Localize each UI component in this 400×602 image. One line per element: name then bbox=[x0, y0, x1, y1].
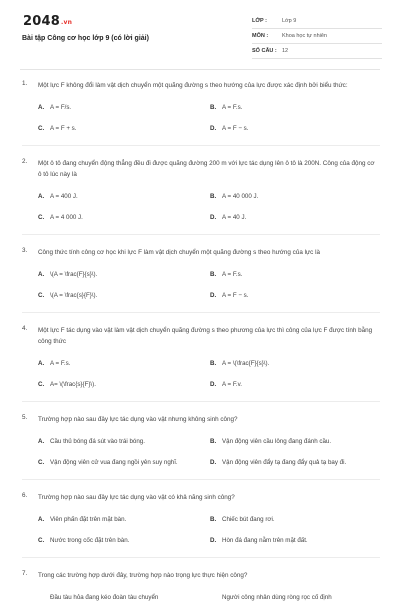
question-divider bbox=[22, 145, 380, 146]
question-3 bbox=[22, 247, 382, 300]
option-a[interactable] bbox=[38, 359, 210, 368]
site-logo[interactable] bbox=[23, 14, 72, 29]
question-1 bbox=[22, 80, 382, 133]
option-key: B. bbox=[210, 360, 217, 367]
option-text: Người công nhân dùng ròng rọc cố định bbox=[222, 594, 332, 601]
document-meta bbox=[252, 14, 382, 59]
answer-options bbox=[38, 437, 382, 467]
option-key: D. bbox=[210, 125, 217, 132]
option-key: D. bbox=[210, 214, 217, 221]
question-divider bbox=[22, 234, 380, 235]
option-d[interactable] bbox=[210, 213, 382, 222]
question-divider bbox=[22, 557, 380, 558]
meta-label: SỐ CÂU : bbox=[252, 48, 277, 54]
option-c[interactable] bbox=[38, 124, 210, 133]
option-a[interactable] bbox=[38, 437, 210, 446]
option-text: Cầu thủ bóng đá sút vào trái bóng. bbox=[50, 438, 145, 445]
option-c[interactable] bbox=[38, 380, 210, 389]
logo-text: 2048 bbox=[23, 14, 60, 29]
option-d[interactable] bbox=[210, 291, 382, 300]
question-text: Một ô tô đang chuyển động thẳng đều đi được quãng đường 200 m với lực tác dụng lên ô tô là 200N. Công của động cơ ô tô lúc này là bbox=[38, 160, 375, 178]
option-c[interactable] bbox=[38, 291, 210, 300]
option-text: Vận động viên cử vua đang ngồi yên suy nghĩ. bbox=[50, 459, 178, 466]
question-divider bbox=[22, 401, 380, 402]
question-list bbox=[0, 80, 400, 602]
option-key: A. bbox=[38, 271, 45, 278]
question-2 bbox=[22, 158, 382, 222]
option-key: A. bbox=[38, 104, 45, 111]
option-text: A = F/s. bbox=[50, 104, 72, 111]
option-c[interactable] bbox=[38, 213, 210, 222]
option-b[interactable] bbox=[210, 359, 382, 368]
answer-options bbox=[38, 515, 382, 545]
option-key: D. bbox=[210, 459, 217, 466]
option-text: Đầu tàu hỏa đang kéo đoàn tàu chuyển bbox=[50, 594, 159, 601]
question-number: 5. bbox=[22, 414, 28, 421]
meta-label: MÔN : bbox=[252, 33, 269, 39]
option-text: Chiếc bút đang rơi. bbox=[222, 516, 275, 523]
option-d[interactable] bbox=[210, 536, 382, 545]
option-key: D. bbox=[210, 537, 217, 544]
option-d[interactable] bbox=[210, 458, 382, 467]
answer-options bbox=[38, 593, 382, 602]
answer-options bbox=[38, 359, 382, 389]
question-divider bbox=[22, 312, 380, 313]
option-b[interactable] bbox=[210, 593, 382, 602]
option-key: B. bbox=[210, 516, 217, 523]
answer-options bbox=[38, 270, 382, 300]
option-text: A = F − s. bbox=[222, 292, 249, 299]
option-text: \(A = \frac{s}{F}\). bbox=[50, 292, 98, 299]
option-text: A = F.s. bbox=[222, 104, 243, 111]
document-title: Bài tập Công cơ học lớp 9 (có lời giải) bbox=[22, 35, 149, 42]
question-7 bbox=[22, 570, 382, 602]
answer-options bbox=[38, 103, 382, 133]
option-key: A. bbox=[38, 193, 45, 200]
option-c[interactable] bbox=[38, 458, 210, 467]
option-text: Hòn đá đang nằm trên mặt đất. bbox=[222, 537, 308, 544]
option-key: A. bbox=[38, 516, 45, 523]
option-text: A = F + s. bbox=[50, 125, 77, 132]
option-key: D. bbox=[210, 381, 217, 388]
option-text: A= \(\frac{s}{F}\). bbox=[50, 381, 96, 388]
option-key: A. bbox=[38, 438, 45, 445]
option-text: A = F − s. bbox=[222, 125, 249, 132]
meta-row-count bbox=[252, 44, 382, 59]
option-key: C. bbox=[38, 125, 45, 132]
option-key: C. bbox=[38, 459, 45, 466]
meta-value: 12 bbox=[282, 48, 289, 54]
option-key: B. bbox=[210, 438, 217, 445]
option-key: C. bbox=[38, 537, 45, 544]
option-b[interactable] bbox=[210, 437, 382, 446]
option-key: B. bbox=[210, 104, 217, 111]
question-text: Trường hợp nào sau đây lực tác dụng vào vật có khả năng sinh công? bbox=[38, 494, 235, 501]
option-text: A = \(\frac{F}{s}\). bbox=[222, 360, 270, 367]
option-text: Nước trong cốc đặt trên bàn. bbox=[50, 537, 130, 544]
option-text: A = F.v. bbox=[222, 381, 243, 388]
option-c[interactable] bbox=[38, 536, 210, 545]
meta-row-grade bbox=[252, 14, 382, 29]
option-text: A = F.s. bbox=[222, 271, 243, 278]
option-text: A = F.s. bbox=[50, 360, 71, 367]
option-key: C. bbox=[38, 292, 45, 299]
option-text: A = 400 J. bbox=[50, 193, 78, 200]
option-key: A. bbox=[38, 360, 45, 367]
option-a[interactable] bbox=[38, 593, 210, 602]
question-number: 7. bbox=[22, 570, 28, 577]
document-header bbox=[0, 0, 400, 64]
question-5 bbox=[22, 414, 382, 467]
question-text: Một lực F tác dụng vào vật làm vật dịch chuyển quãng đường s theo phương của lực thì công của lực F được tính bằng công thức bbox=[38, 327, 373, 345]
option-text: A = 40 000 J. bbox=[222, 193, 259, 200]
option-a[interactable] bbox=[38, 192, 210, 201]
option-d[interactable] bbox=[210, 380, 382, 389]
meta-label: LỚP : bbox=[252, 18, 267, 24]
question-text: Trong các trường hợp dưới đây, trường hợp nào trọng lực thực hiện công? bbox=[38, 572, 248, 579]
question-text: Một lực F không đổi làm vật dịch chuyển một quãng đường s theo hướng của lực được xác định bởi biểu thức: bbox=[38, 82, 348, 89]
question-number: 6. bbox=[22, 492, 28, 499]
question-number: 1. bbox=[22, 80, 28, 87]
question-text: Trường hợp nào sau đây lực tác dụng vào vật nhưng không sinh công? bbox=[38, 416, 238, 423]
option-a[interactable] bbox=[38, 103, 210, 112]
question-4 bbox=[22, 325, 382, 389]
question-number: 2. bbox=[22, 158, 28, 165]
option-text: A = 4 000 J. bbox=[50, 214, 83, 221]
option-text: Vận động viên đẩy tạ đang đẩy quả tạ bay đi. bbox=[222, 459, 347, 466]
option-key: B. bbox=[210, 193, 217, 200]
option-b[interactable] bbox=[210, 270, 382, 279]
option-b[interactable] bbox=[210, 103, 382, 112]
option-key: C. bbox=[38, 214, 45, 221]
question-number: 4. bbox=[22, 325, 28, 332]
answer-options bbox=[38, 192, 382, 222]
meta-value: Lớp 9 bbox=[282, 18, 297, 24]
option-text: Viên phấn đặt trên mặt bàn. bbox=[50, 516, 127, 523]
option-d[interactable] bbox=[210, 124, 382, 133]
option-key: D. bbox=[210, 292, 217, 299]
meta-value: Khoa học tự nhiên bbox=[282, 33, 327, 39]
option-a[interactable] bbox=[38, 515, 210, 524]
question-number: 3. bbox=[22, 247, 28, 254]
option-key: B. bbox=[210, 271, 217, 278]
option-text: \(A = \frac{F}{s}\). bbox=[50, 271, 98, 278]
option-text: A = 40 J. bbox=[222, 214, 247, 221]
question-6 bbox=[22, 492, 382, 545]
option-b[interactable] bbox=[210, 515, 382, 524]
header-divider bbox=[20, 69, 380, 70]
option-a[interactable] bbox=[38, 270, 210, 279]
option-b[interactable] bbox=[210, 192, 382, 201]
question-text: Công thức tính công cơ học khi lực F làm vật dịch chuyển một quãng đường s theo hướng của lực là bbox=[38, 249, 320, 256]
option-key: C. bbox=[38, 381, 45, 388]
option-text: Vận động viên cầu lông đang đánh cầu. bbox=[222, 438, 332, 445]
logo-suffix: .vn bbox=[60, 19, 73, 26]
question-divider bbox=[22, 479, 380, 480]
meta-row-subject bbox=[252, 29, 382, 44]
